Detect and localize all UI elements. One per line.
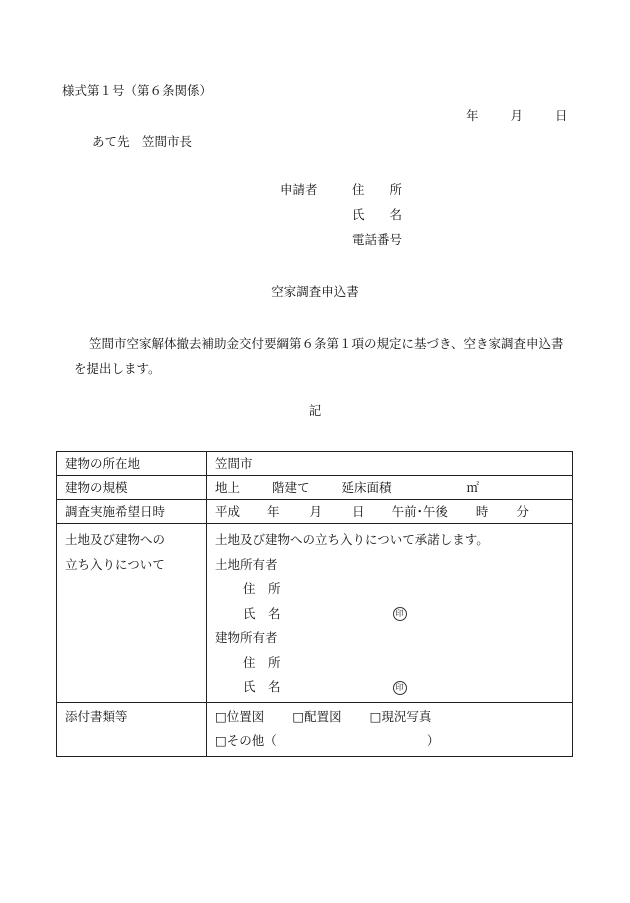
table-row: [57, 702, 573, 756]
attach-label: 添付書類等: [57, 702, 207, 756]
survey-label: 調査実施希望日時: [57, 500, 207, 524]
scale-floors: 階建て: [272, 480, 310, 495]
scale-value[interactable]: [207, 476, 573, 500]
land-owner-name: 氏 名: [243, 605, 281, 621]
applicant-address-label: 住 所: [352, 182, 403, 197]
scale-unit: ㎡: [466, 480, 480, 495]
survey-month: 月: [309, 504, 323, 519]
attach-layout-map-checkbox[interactable]: □配置図: [292, 708, 342, 724]
attach-line-1: [215, 705, 572, 730]
entry-label: [57, 524, 207, 703]
entry-label-line-2: 立ち入りについて: [65, 556, 165, 572]
scale-ground: 地上: [215, 480, 241, 495]
building-owner-name-line: [215, 675, 572, 700]
ki-heading: 記: [308, 403, 322, 418]
survey-minute: 分: [516, 504, 529, 519]
scale-label: 建物の規模: [57, 476, 207, 500]
building-owner-name: 氏 名: [243, 679, 281, 694]
applicant-name-label: 氏 名: [352, 207, 403, 222]
survey-value[interactable]: [207, 500, 573, 524]
survey-day: 日: [352, 504, 365, 519]
scale-area: 延床面積: [341, 480, 392, 495]
attach-line-2: [215, 729, 572, 754]
survey-ampm: 午前･午後: [391, 504, 448, 519]
addressee: あて先 笠間市長: [92, 134, 193, 149]
land-owner-name-line: [215, 602, 572, 627]
building-owner-address: 住 所: [243, 654, 281, 670]
location-value[interactable]: 笠間市: [207, 452, 573, 476]
table-row: [57, 452, 573, 476]
document-title: 空家調査申込書: [271, 284, 359, 299]
table-row: [57, 524, 573, 703]
survey-era: 平成: [215, 504, 241, 519]
survey-year: 年: [267, 504, 280, 519]
table-row: [57, 476, 573, 500]
date-month-label: 月: [510, 108, 524, 123]
entry-consent: 土地及び建物への立ち入りについて承諾します。: [215, 532, 489, 547]
applicant-phone-label: 電話番号: [352, 232, 403, 247]
entry-value[interactable]: [207, 524, 573, 703]
entry-label-line-1: 土地及び建物への: [65, 532, 166, 547]
detail-table: [56, 451, 573, 757]
survey-hour: 時: [475, 504, 489, 519]
document-body: 笠間市空家解体撤去補助金交付要綱第６条第１項の規定に基づき、空き家調査申込書を提出します。: [74, 336, 564, 376]
location-label: 建物の所在地: [57, 452, 207, 476]
table-row: [57, 500, 573, 524]
attach-other-close: ）: [426, 733, 440, 748]
attach-photo-checkbox[interactable]: □現況写真: [369, 708, 432, 724]
seal-stamp: 印: [393, 607, 407, 621]
date-day-label: 日: [555, 108, 568, 123]
attach-location-map-checkbox[interactable]: □位置図: [215, 708, 265, 724]
land-owner-address: 住 所: [243, 581, 281, 596]
building-owner-label: 建物所有者: [215, 630, 278, 645]
attach-value: [207, 702, 573, 756]
attach-other-checkbox[interactable]: □その他（: [215, 733, 277, 748]
applicant-label: 申請者: [280, 182, 318, 197]
form-number: 様式第１号（第６条関係）: [62, 83, 213, 98]
date-year-label: 年: [466, 108, 479, 123]
land-owner-label: 土地所有者: [215, 556, 278, 572]
date-line: [466, 110, 568, 123]
seal-stamp: 印: [393, 681, 407, 695]
